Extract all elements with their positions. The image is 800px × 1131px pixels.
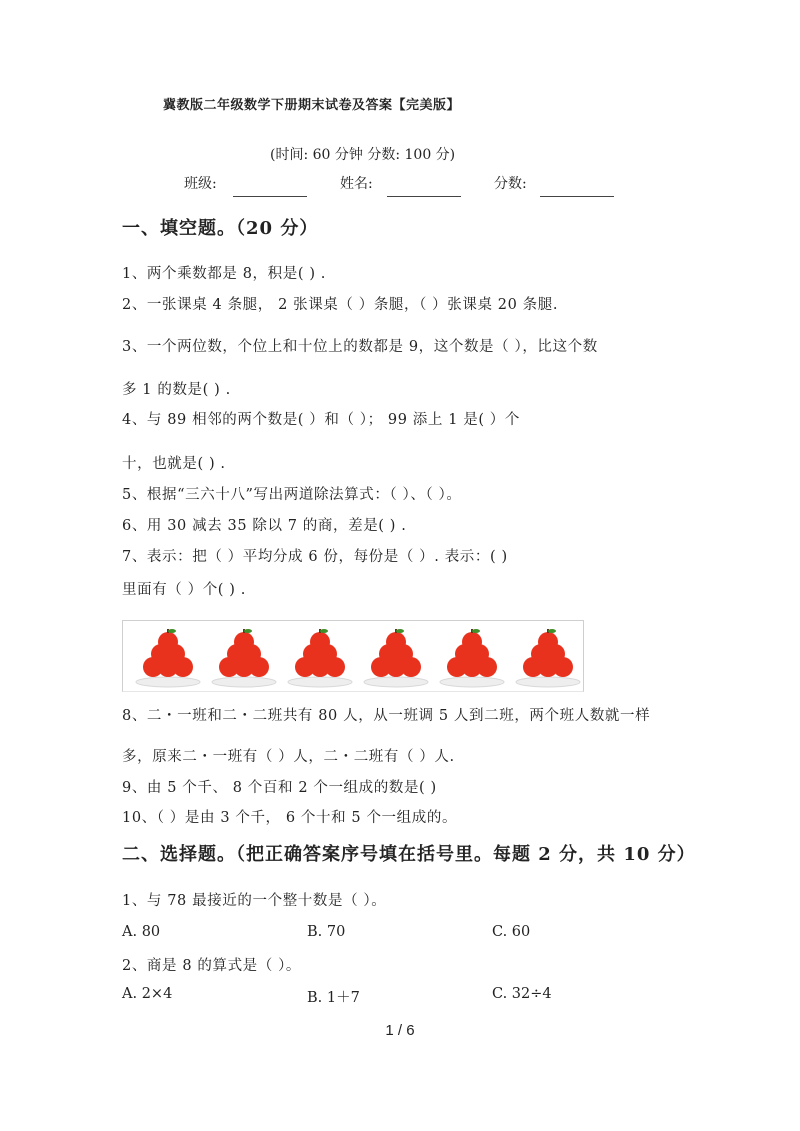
question-10: 10、（ ）是由 3 个千， 6 个十和 5 个一组成的。: [122, 810, 458, 826]
apple-plate-3: [285, 627, 355, 689]
question-2: 2、一张课桌 4 条腿， 2 张课桌（ ）条腿，（ ）张课桌 20 条腿.: [122, 297, 559, 313]
choice-question-1: 1、与 78 最接近的一个整十数是（ ）。: [122, 893, 387, 909]
time-score-line: (时间: 60 分钟 分数: 100 分): [270, 147, 456, 163]
section-choice-title: 二、选择题。（把正确答案序号填在括号里。每题 2 分，共 10 分）: [122, 844, 696, 865]
section-fill-in-title: 一、填空题。（20 分）: [122, 218, 319, 239]
question-3-line-2: 多 1 的数是( ) .: [122, 382, 231, 398]
apple-plate-5: [437, 627, 507, 689]
question-7-line-2: 里面有（ ）个( ) .: [122, 582, 246, 598]
apple-plate-6: [513, 627, 583, 689]
choice-2-option-c[interactable]: C. 32÷4: [492, 986, 552, 1002]
page-number: 1 / 6: [385, 1022, 415, 1039]
question-9: 9、由 5 个千、 8 个百和 2 个一组成的数是( ): [122, 780, 437, 796]
question-4-line-1: 4、与 89 相邻的两个数是( ）和（ ）； 99 添上 1 是( ）个: [122, 412, 520, 428]
name-blank[interactable]: [387, 196, 461, 197]
choice-1-option-a[interactable]: A. 80: [122, 924, 161, 940]
apple-plate-2: [209, 627, 279, 689]
question-8-line-1: 8、二・一班和二・二班共有 80 人，从一班调 5 人到二班，两个班人数就一样: [122, 708, 651, 724]
apple-plate-4: [361, 627, 431, 689]
class-label: 班级:: [184, 176, 217, 192]
question-7-line-1: 7、表示：把（ ）平均分成 6 份，每份是（ ）. 表示：( ): [122, 549, 508, 565]
question-3-line-1: 3、一个两位数，个位上和十位上的数都是 9，这个数是（ ），比这个数: [122, 339, 598, 355]
question-6: 6、用 30 减去 35 除以 7 的商，差是( ) .: [122, 518, 407, 534]
score-label: 分数:: [494, 176, 527, 192]
question-5: 5、根据“三六十八”写出两道除法算式：（ ）、（ ）。: [122, 487, 462, 503]
question-8-line-2: 多，原来二・一班有（ ）人，二・二班有（ ）人.: [122, 749, 455, 765]
name-label: 姓名:: [340, 176, 373, 192]
score-blank[interactable]: [540, 196, 614, 197]
choice-2-option-b[interactable]: B. 1＋7: [307, 990, 360, 1006]
apple-plates-image: [122, 620, 584, 692]
choice-1-option-b[interactable]: B. 70: [307, 924, 346, 940]
document-title: 冀教版二年级数学下册期末试卷及答案【完美版】: [163, 98, 461, 113]
question-4-line-2: 十，也就是( ) .: [122, 456, 226, 472]
class-blank[interactable]: [233, 196, 307, 197]
question-1: 1、两个乘数都是 8，积是( ) .: [122, 266, 327, 282]
choice-question-2: 2、商是 8 的算式是（ ）。: [122, 958, 302, 974]
choice-1-option-c[interactable]: C. 60: [492, 924, 531, 940]
apple-plate-1: [133, 627, 203, 689]
choice-2-option-a[interactable]: A. 2×4: [122, 986, 173, 1002]
